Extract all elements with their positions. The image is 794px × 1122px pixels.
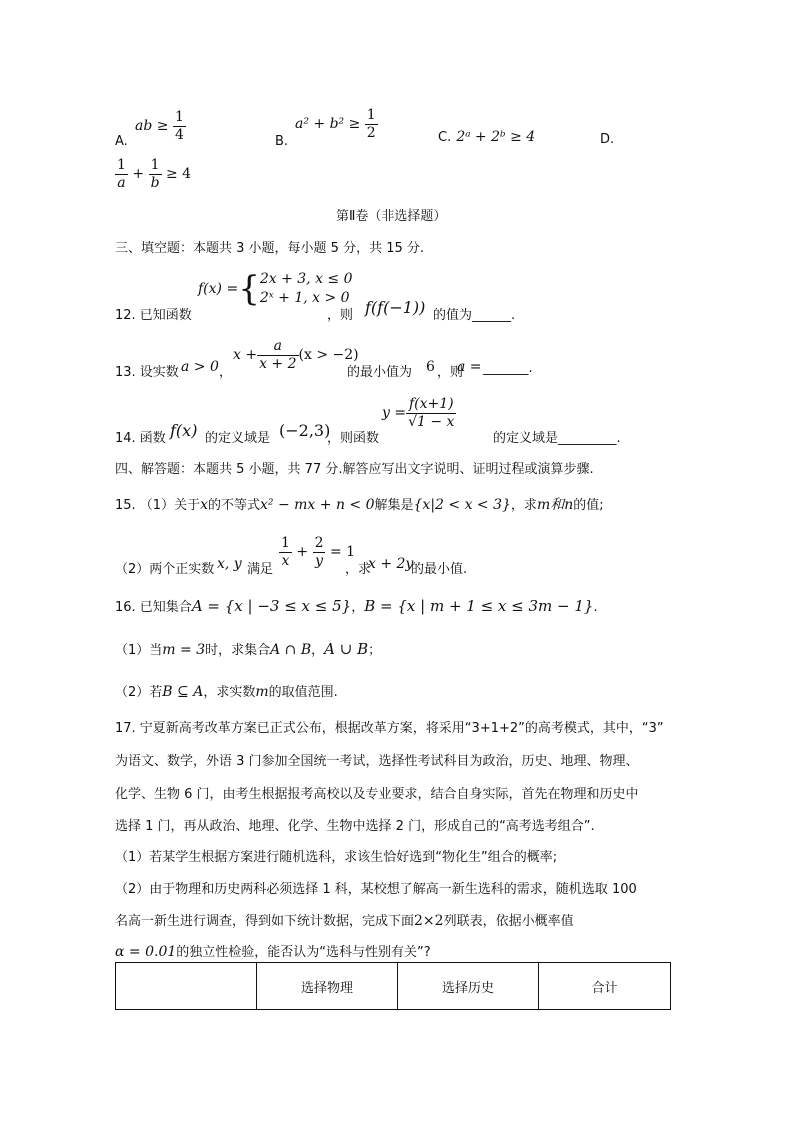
q15-d1: x xyxy=(281,552,290,569)
q14-y-expr xyxy=(382,397,456,429)
section4-header: 四、解答题：本题共 5 小题，共 77 分.解答应写出文字说明、证明过程或演算步骤. xyxy=(115,462,594,477)
q15-line1-c: 解集是 xyxy=(374,498,414,513)
table-header-cell xyxy=(116,963,257,1010)
q15-line2-d: 的最小值. xyxy=(411,562,468,577)
q17-table-dim: 2×2 xyxy=(414,913,444,929)
q13-domain: (x > −2) xyxy=(298,347,359,364)
q14-interval: (−2,3) xyxy=(279,421,331,440)
q16-union: A ∪ B xyxy=(324,640,369,658)
q16-p1-d: ； xyxy=(368,643,382,658)
q15-line1-a: 15. （1）关于 xyxy=(115,498,201,513)
section3-header: 三、填空题：本题共 3 小题，每小题 5 分，共 15 分. xyxy=(115,241,425,256)
q17-line3: 化学、生物 6 门，由考生根据报考高校以及专业要求，结合自身实际，首先在物理和历史中 xyxy=(115,787,639,802)
q17-p2-line2-b: 列联表，依据小概率值 xyxy=(443,914,574,929)
q16-comma: ， xyxy=(351,600,365,615)
q15-inequality: x² − mx + n < 0 xyxy=(260,497,375,513)
q15-eq: = 1 xyxy=(329,544,356,561)
q13-x-plus: x + xyxy=(233,347,258,364)
q17-part2-line2 xyxy=(115,910,574,929)
option-c xyxy=(438,126,535,145)
option-d-num2: 1 xyxy=(149,158,162,175)
q12-case2: 2ˣ + 1, x > 0 xyxy=(259,289,350,306)
q13-mid2: ，则 xyxy=(437,365,464,380)
q12-function-def xyxy=(198,270,353,308)
option-d-plus: + xyxy=(132,166,145,183)
q16-p1-a: （1）当 xyxy=(115,643,163,658)
q12-case1: 2x + 3, x ≤ 0 xyxy=(259,271,353,287)
option-d-den1: a xyxy=(117,174,126,191)
q14-mid2: ，则函数 xyxy=(327,431,380,446)
q15-frac2 xyxy=(313,536,326,568)
question-15-part1 xyxy=(115,494,604,514)
q17-line1: 17. 宁夏新高考改革方案已正式公布，根据改革方案，将采用“3+1+2”的高考模式，其中，“3” xyxy=(115,721,664,736)
q16-end: . xyxy=(593,600,598,615)
q15-n2: 2 xyxy=(314,535,324,551)
option-c-label: C. xyxy=(438,130,452,145)
q16-p1-b: 时，求集合 xyxy=(205,643,271,658)
q12-brace: { xyxy=(238,268,260,309)
q15-plus: + xyxy=(296,544,309,561)
q14-mid: 的定义域是 xyxy=(205,431,271,446)
q13-prefix: 13. 设实数 xyxy=(115,365,179,380)
q17-p2-line2-a: 名高一新生进行调查，得到如下统计数据，完成下面 xyxy=(115,914,415,929)
q16-set-a: A = {x | −3 ≤ x ≤ 5} xyxy=(191,597,352,615)
option-b-num: 1 xyxy=(366,107,376,123)
option-a-fraction xyxy=(173,110,186,142)
q16-p2-m: m xyxy=(255,684,269,700)
option-d-frac1 xyxy=(115,158,128,190)
option-b-fraction xyxy=(365,108,378,140)
q13-comma: ， xyxy=(219,365,233,380)
q17-line2: 为语文、数学，外语 3 门参加全国统一考试，选择性考试科目为政治，历史、地理、物理、 xyxy=(115,754,639,769)
option-d-expr xyxy=(115,158,191,190)
q16-set-b: B = {x | m + 1 ≤ x ≤ 3m − 1} xyxy=(364,597,594,615)
q16-intersection: A ∩ B xyxy=(270,642,312,658)
option-a-lhs: ab ≥ xyxy=(135,118,173,135)
q16-p2-b: ，求实数 xyxy=(203,685,256,700)
table-header-cell: 合计 xyxy=(539,963,671,1010)
q16-subset: B ⊆ A xyxy=(162,684,204,700)
option-b-expr xyxy=(295,108,378,140)
q15-solution-set: {x|2 < x < 3} xyxy=(413,497,511,513)
table-header-cell: 选择历史 xyxy=(398,963,539,1010)
section2-title: 第Ⅱ卷（非选择题） xyxy=(336,209,447,224)
q13-value: 6 xyxy=(426,359,435,375)
q14-fx: f(x) xyxy=(170,421,198,440)
q15-line1-b: 的不等式 xyxy=(207,498,260,513)
q12-suffix: 的值为______. xyxy=(433,308,516,323)
question-16-part2 xyxy=(115,681,338,700)
option-d-den2: b xyxy=(150,174,160,191)
q13-cond: a > 0 xyxy=(181,359,219,375)
option-a-expr xyxy=(135,110,186,142)
question-16 xyxy=(115,596,598,615)
option-b-label: B. xyxy=(275,134,289,149)
q16-p2-a: （2）若 xyxy=(115,685,163,700)
q13-den: x + 2 xyxy=(259,355,297,372)
q14-prefix: 14. 函数 xyxy=(115,431,166,446)
option-d-num1: 1 xyxy=(117,157,126,173)
q15-x: x xyxy=(200,497,208,513)
q16-p1-c: ， xyxy=(311,643,325,658)
contingency-table xyxy=(115,962,671,1010)
q17-line4: 选择 1 门，再从政治、地理、化学、生物中选择 2 门，形成自己的“高考选考组合”. xyxy=(115,819,595,834)
q13-num: a xyxy=(257,339,298,356)
table-header-row xyxy=(116,963,671,1010)
q16-p1-m: m = 3 xyxy=(162,642,206,658)
option-d-label: D. xyxy=(600,132,615,147)
table-header-cell: 选择物理 xyxy=(257,963,398,1010)
q15-m-n: m和n xyxy=(536,497,574,513)
q13-expr xyxy=(233,339,359,371)
q17-part2-line3 xyxy=(115,941,431,960)
q12-fx: f(x) = xyxy=(198,280,239,297)
q16-prefix: 16. 已知集合 xyxy=(115,600,192,615)
q15-constraint xyxy=(279,536,355,568)
option-b-lhs: a² + b² ≥ xyxy=(295,116,365,133)
q12-prefix: 12. 已知函数 xyxy=(115,308,192,323)
option-d-frac2 xyxy=(149,158,162,190)
q15-frac1 xyxy=(279,536,292,568)
option-d-tail: ≥ 4 xyxy=(165,166,192,183)
q17-p2-line3-b: 的独立性检验，能否认为“选科与性别有关”? xyxy=(176,945,431,960)
q12-cases xyxy=(260,270,353,308)
q12-mid: ，则 xyxy=(327,308,354,323)
option-c-expr: 2ᵃ + 2ᵇ ≥ 4 xyxy=(456,129,536,145)
option-a-den: 4 xyxy=(174,126,184,143)
q14-den: √1 − x xyxy=(408,413,455,430)
q13-fraction xyxy=(257,339,298,371)
q15-target-expr: x + 2y xyxy=(368,556,414,572)
q14-suffix: 的定义域是_________. xyxy=(493,431,621,446)
q16-p2-c: 的取值范围. xyxy=(268,685,338,700)
option-a-num: 1 xyxy=(174,109,184,125)
q17-part1: （1）若某学生根据方案进行随机选科，求该生恰好选到“物化生”组合的概率; xyxy=(115,850,558,865)
q17-part2-line1: （2）由于物理和历史两科必须选择 1 科，某校想了解高一新生选科的需求，随机选取 100 xyxy=(115,882,637,897)
q14-y-eq: y = xyxy=(382,405,407,422)
question-16-part1 xyxy=(115,639,381,658)
option-b-den: 2 xyxy=(366,124,376,141)
q15-d2: y xyxy=(315,552,323,569)
q14-num: f(x+1) xyxy=(406,397,456,414)
q13-suffix: _______. xyxy=(483,361,533,376)
q13-ask: a = xyxy=(457,359,482,375)
q15-line2-b: 满足 xyxy=(247,562,274,577)
option-a-label: A. xyxy=(115,134,128,149)
q15-line1-d: ，求 xyxy=(510,498,537,513)
q13-mid: 的最小值为 xyxy=(347,365,413,380)
q15-xy: x, y xyxy=(217,556,242,572)
q17-alpha: α = 0.01 xyxy=(115,944,177,960)
q15-n1: 1 xyxy=(281,535,290,551)
q15-line2-c: ，求 xyxy=(345,562,372,577)
q15-line1-e: 的值; xyxy=(573,498,604,513)
q14-fraction xyxy=(406,397,456,429)
q12-expr: f(f(−1)) xyxy=(365,298,426,317)
q15-line2-a: （2）两个正实数 xyxy=(115,562,215,577)
